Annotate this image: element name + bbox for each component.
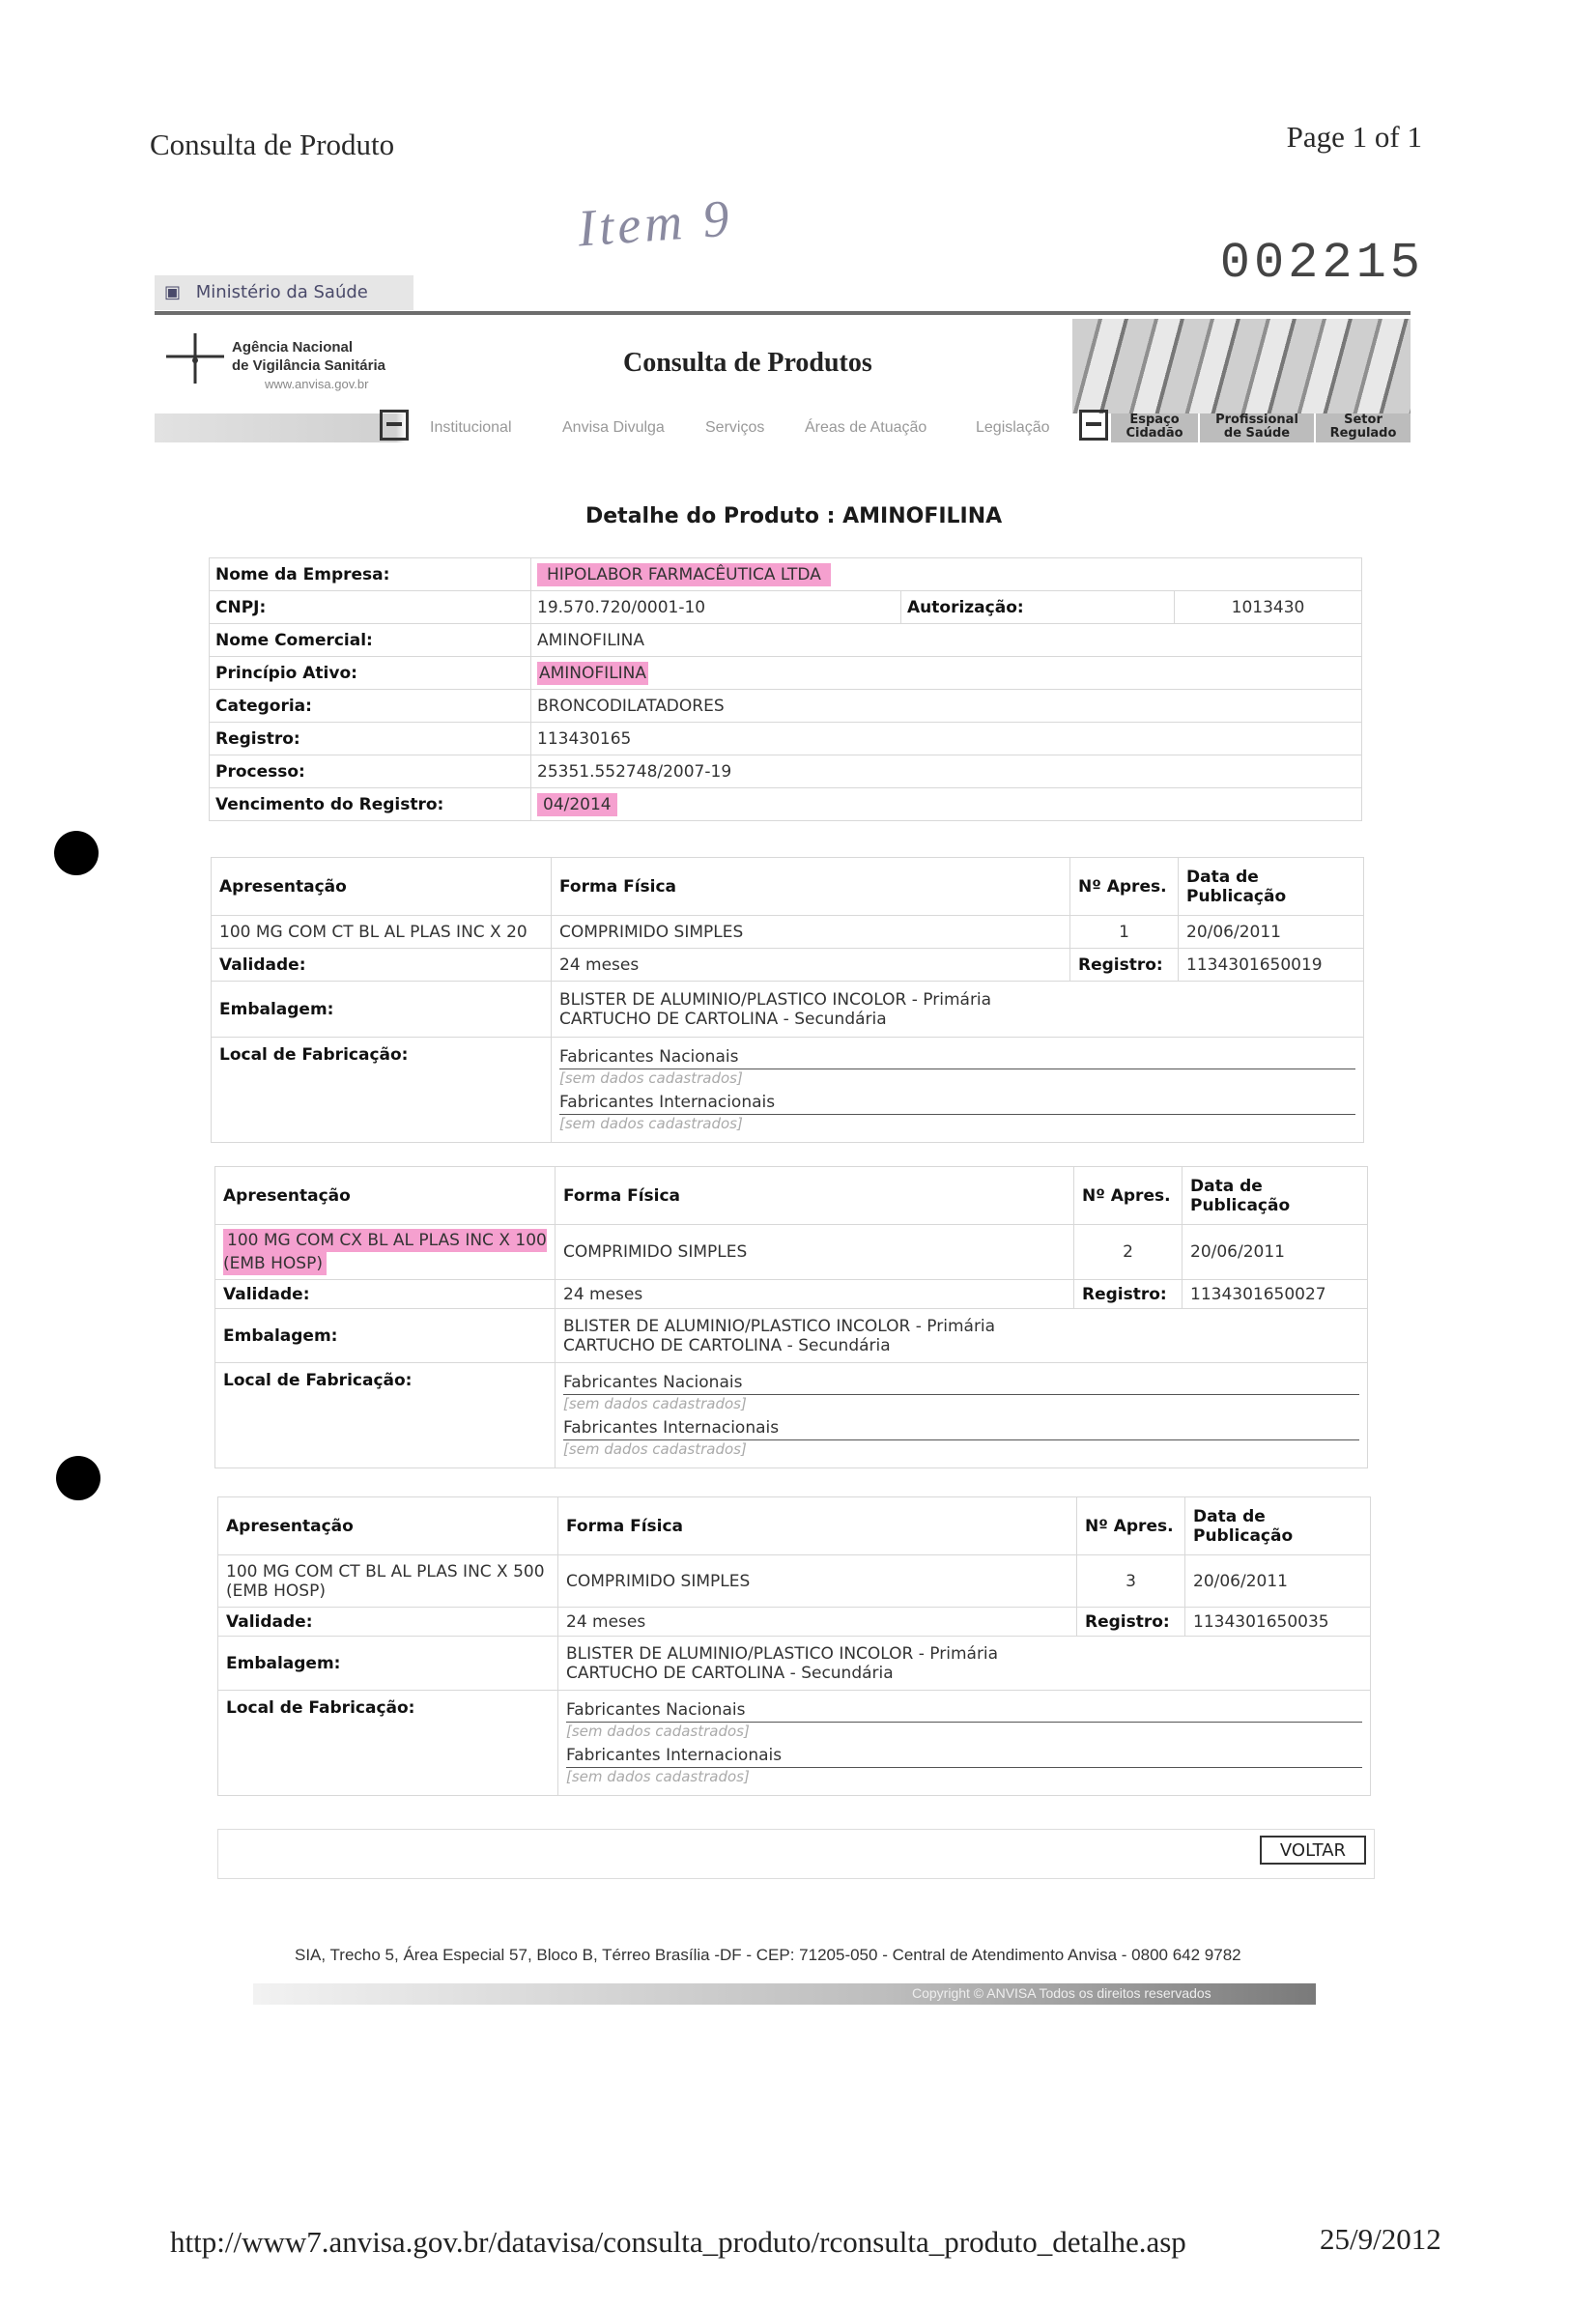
stamp-number: 002215: [1219, 235, 1424, 292]
registro-label: Registro:: [1070, 949, 1179, 982]
n-apres-value: 3: [1077, 1555, 1185, 1608]
table-row: [210, 788, 1362, 821]
nome-comercial-value: AMINOFILINA: [531, 624, 1362, 657]
apresentacao-header: Apresentação: [215, 1167, 556, 1225]
local-fabricacao-value: [552, 1038, 1364, 1143]
forma-fisica-header: Forma Física: [556, 1167, 1074, 1225]
local-fabricacao-label: Local de Fabricação:: [215, 1363, 556, 1468]
sem-dados: [sem dados cadastrados]: [566, 1768, 750, 1785]
validade-value: 24 meses: [556, 1280, 1074, 1309]
nav-item-anvisa-divulga[interactable]: Anvisa Divulga: [562, 419, 665, 436]
data-publicacao-header: Data de Publicação: [1179, 858, 1364, 916]
forma-fisica-header: Forma Física: [552, 858, 1070, 916]
categoria-value: BRONCODILATADORES: [531, 690, 1362, 723]
presentation-block-2: [214, 1166, 1368, 1468]
address-line: SIA, Trecho 5, Área Especial 57, Bloco B, Térreo Brasília -DF - CEP: 71205-050 - Central de Atendimento Anvisa - 0800 642 9782: [295, 1946, 1241, 1964]
nav-item-servicos[interactable]: Serviços: [705, 419, 765, 436]
principio-ativo-value: AMINOFILINA: [531, 657, 1362, 690]
apresentacao-value: 100 MG COM CT BL AL PLAS INC X 500 (EMB HOSP): [218, 1555, 558, 1608]
ministry-bar: [155, 275, 413, 310]
forma-fisica-value: COMPRIMIDO SIMPLES: [558, 1555, 1077, 1608]
registro-value: 1134301650019: [1179, 949, 1364, 982]
table-row: [210, 558, 1362, 591]
apresentacao-header: Apresentação: [212, 858, 552, 916]
registro-label: Registro:: [1074, 1280, 1183, 1309]
registro-value: 1134301650027: [1183, 1280, 1368, 1309]
nav-item-espaco-cidadao[interactable]: Espaço Cidadão: [1111, 413, 1198, 442]
nav-item-institucional[interactable]: Institucional: [430, 419, 512, 436]
sem-dados: [sem dados cadastrados]: [563, 1440, 747, 1458]
data-publicacao-value: 20/06/2011: [1183, 1225, 1368, 1280]
validade-value: 24 meses: [552, 949, 1070, 982]
table-row: [210, 723, 1362, 755]
footer-date: 25/9/2012: [1320, 2222, 1441, 2256]
fabricantes-internacionais: Fabricantes Internacionais: [566, 1746, 1362, 1768]
agency-name: Agência Nacional de Vigilância Sanitária www.anvisa.gov.br: [232, 339, 385, 391]
n-apres-value: 2: [1074, 1225, 1183, 1280]
fabricantes-internacionais: Fabricantes Internacionais: [559, 1093, 1355, 1115]
local-fabricacao-label: Local de Fabricação:: [218, 1691, 558, 1796]
nav-exit-icon: [380, 410, 409, 441]
apresentacao-value: 100 MG COM CT BL AL PLAS INC X 20: [212, 916, 552, 949]
punch-hole: [54, 831, 99, 875]
anvisa-logo-icon: [166, 333, 224, 384]
embalagem-label: Embalagem:: [218, 1637, 558, 1691]
cnpj-value: 19.570.720/0001-10: [531, 591, 901, 624]
nome-empresa-label: Nome da Empresa:: [210, 558, 531, 591]
punch-hole: [56, 1456, 100, 1500]
footer-url: http://www7.anvisa.gov.br/datavisa/consulta_produto/rconsulta_produto_detalhe.asp: [170, 2225, 1186, 2259]
sem-dados: [sem dados cadastrados]: [559, 1069, 743, 1087]
registro-value: 1134301650035: [1185, 1608, 1371, 1637]
handwritten-note: Item 9: [576, 188, 735, 258]
fabricantes-nacionais: Fabricantes Nacionais: [566, 1700, 1362, 1723]
autorizacao-label: Autorização:: [901, 591, 1175, 624]
sem-dados: [sem dados cadastrados]: [563, 1395, 747, 1412]
n-apres-header: Nº Apres.: [1070, 858, 1179, 916]
copyright-text: Copyright © ANVISA Todos os direitos reservados: [912, 1985, 1211, 2001]
voltar-row: [217, 1829, 1375, 1879]
embalagem-value: BLISTER DE ALUMINIO/PLASTICO INCOLOR - Primária CARTUCHO DE CARTOLINA - Secundária: [556, 1309, 1368, 1363]
forma-fisica-value: COMPRIMIDO SIMPLES: [552, 916, 1070, 949]
validade-label: Validade:: [212, 949, 552, 982]
vencimento-value: 04/2014: [531, 788, 1362, 821]
validade-label: Validade:: [218, 1608, 558, 1637]
keyboard-banner-image: [1072, 319, 1411, 413]
page-title: Consulta de Produtos: [623, 348, 872, 378]
fabricantes-nacionais: Fabricantes Nacionais: [559, 1047, 1355, 1069]
principio-ativo-label: Princípio Ativo:: [210, 657, 531, 690]
data-publicacao-header: Data de Publicação: [1183, 1167, 1368, 1225]
local-fabricacao-value: [556, 1363, 1368, 1468]
table-row: [210, 690, 1362, 723]
apresentacao-value: 100 MG COM CX BL AL PLAS INC X 100 (EMB HOSP): [215, 1225, 556, 1280]
ministry-label: ▣ Ministério da Saúde: [164, 282, 368, 302]
table-row: [210, 755, 1362, 788]
table-row: [210, 591, 1362, 624]
categoria-label: Categoria:: [210, 690, 531, 723]
vencimento-label: Vencimento do Registro:: [210, 788, 531, 821]
agency-url: www.anvisa.gov.br: [265, 377, 369, 391]
sem-dados: [sem dados cadastrados]: [566, 1723, 750, 1740]
data-publicacao-value: 20/06/2011: [1179, 916, 1364, 949]
registro-label: Registro:: [210, 723, 531, 755]
embalagem-label: Embalagem:: [215, 1309, 556, 1363]
validade-value: 24 meses: [558, 1608, 1077, 1637]
local-fabricacao-value: [558, 1691, 1371, 1796]
n-apres-header: Nº Apres.: [1077, 1497, 1185, 1555]
table-row: [210, 624, 1362, 657]
processo-value: 25351.552748/2007-19: [531, 755, 1362, 788]
company-table: [209, 557, 1362, 821]
presentation-block-1: [211, 857, 1364, 1143]
n-apres-header: Nº Apres.: [1074, 1167, 1183, 1225]
registro-value: 113430165: [531, 723, 1362, 755]
page-number: Page 1 of 1: [1286, 120, 1422, 154]
nav-cidadao-icon: [1079, 410, 1108, 441]
apresentacao-header: Apresentação: [218, 1497, 558, 1555]
embalagem-label: Embalagem:: [212, 982, 552, 1038]
data-publicacao-value: 20/06/2011: [1185, 1555, 1371, 1608]
nav-item-areas-de-atuacao[interactable]: Áreas de Atuação: [805, 419, 927, 436]
nome-empresa-value: HIPOLABOR FARMACÊUTICA LTDA: [531, 558, 1362, 591]
table-row: [210, 657, 1362, 690]
local-fabricacao-label: Local de Fabricação:: [212, 1038, 552, 1143]
processo-label: Processo:: [210, 755, 531, 788]
n-apres-value: 1: [1070, 916, 1179, 949]
autorizacao-value: 1013430: [1175, 591, 1362, 624]
data-publicacao-header: Data de Publicação: [1185, 1497, 1371, 1555]
registro-label: Registro:: [1077, 1608, 1185, 1637]
fabricantes-nacionais: Fabricantes Nacionais: [563, 1373, 1359, 1395]
presentation-block-3: [217, 1496, 1371, 1796]
nav-item-profissional-de-saude[interactable]: Profissional de Saúde: [1200, 413, 1314, 442]
sem-dados: [sem dados cadastrados]: [559, 1115, 743, 1132]
nome-comercial-label: Nome Comercial:: [210, 624, 531, 657]
embalagem-value: BLISTER DE ALUMINIO/PLASTICO INCOLOR - Primária CARTUCHO DE CARTOLINA - Secundária: [558, 1637, 1371, 1691]
nav-item-legislacao[interactable]: Legislação: [976, 419, 1050, 436]
divider: [155, 311, 1411, 315]
voltar-button[interactable]: VOLTAR: [1260, 1836, 1366, 1865]
product-heading: Detalhe do Produto : AMINOFILINA: [585, 504, 1003, 528]
validade-label: Validade:: [215, 1280, 556, 1309]
nav-item-setor-regulado[interactable]: Setor Regulado: [1316, 413, 1411, 442]
cnpj-label: CNPJ:: [210, 591, 531, 624]
document-title: Consulta de Produto: [150, 128, 395, 161]
forma-fisica-value: COMPRIMIDO SIMPLES: [556, 1225, 1074, 1280]
forma-fisica-header: Forma Física: [558, 1497, 1077, 1555]
embalagem-value: BLISTER DE ALUMINIO/PLASTICO INCOLOR - Primária CARTUCHO DE CARTOLINA - Secundária: [552, 982, 1364, 1038]
fabricantes-internacionais: Fabricantes Internacionais: [563, 1418, 1359, 1440]
